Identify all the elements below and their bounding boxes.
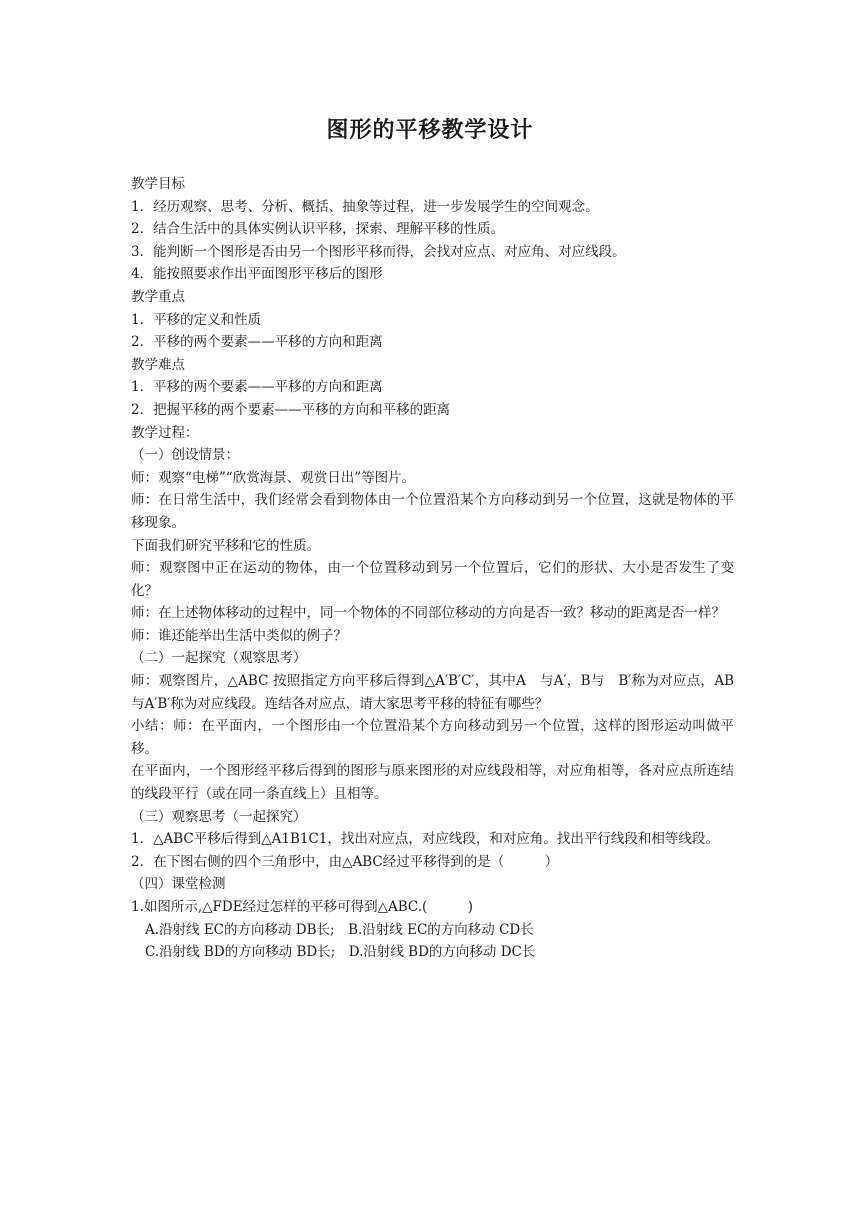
subsection-heading: （四）课堂检测 (131, 876, 226, 893)
paragraph: 师：观察图片，△ABC 按照指定方向平移后得到△A′B′C′，其中A 与A′，B与 B′称为对应点，AB与A′B′称为对应线段。连结各对应点，请大家思考平移的特征有哪些？ (131, 673, 734, 712)
paragraph: 小结：师：在平面内，一个图形由一个位置沿某个方向移动到另一个位置，这样的图形运动叫做平移。 (131, 718, 734, 757)
objective-item: 3．能判断一个图形是否由另一个图形平移而得，会找对应点、对应角、对应线段。 (131, 243, 626, 260)
exercise-item: 1．△ABC平移后得到△A1B1C1，找出对应点，对应线段，和对应角。找出平行线段和相等线段。 (131, 831, 719, 848)
key-point-item: 2．平移的两个要素——平移的方向和距离 (131, 334, 383, 351)
key-point-item: 1．平移的定义和性质 (131, 311, 262, 328)
subsection-heading: （一）创设情景： (131, 447, 239, 464)
paragraph: 下面我们研究平移和它的性质。 (131, 537, 320, 554)
paragraph: 师：观察图中正在运动的物体，由一个位置移动到另一个位置后，它们的形状、大小是否发生了变化？ (131, 560, 734, 599)
subsection-heading: （三）观察思考（一起探究） (131, 808, 307, 825)
difficulty-item: 2．把握平移的两个要素——平移的方向和平移的距离 (131, 401, 451, 418)
paragraph: 师：在上述物体移动的过程中，同一个物体的不同部位移动的方向是否一致？移动的距离是否一样？ (131, 605, 725, 622)
document-title: 图形的平移教学设计 (326, 118, 534, 143)
paragraph: 在平面内，一个图形经平移后得到的图形与原来图形的对应线段相等，对应角相等，各对应点所连结的线段平行（或在同一条直线上）且相等。 (131, 763, 734, 803)
objective-item: 4．能按照要求作出平面图形平移后的图形 (131, 266, 383, 283)
objective-item: 2．结合生活中的具体实例认识平移，探索、理解平移的性质。 (131, 221, 505, 238)
answer-options: A.沿射线 EC的方向移动 DB长; B.沿射线 EC的方向移动 CD长 (145, 921, 534, 938)
document-body (131, 173, 734, 964)
subsection-heading: （二）一起探究（观察思考） (131, 650, 307, 667)
paragraph: 师：观察“电梯”“欣赏海景、观赏日出”等图片。 (131, 469, 416, 486)
answer-options: C.沿射线 BD的方向移动 BD长; D.沿射线 BD的方向移动 DC长 (145, 944, 536, 961)
section-heading-key-points: 教学重点 (131, 288, 185, 305)
exercise-item: 2．在下图右侧的四个三角形中，由△ABC经过平移得到的是（ ） (131, 853, 559, 870)
difficulty-item: 1．平移的两个要素——平移的方向和距离 (131, 379, 383, 396)
section-heading-objectives: 教学目标 (131, 176, 185, 192)
objective-item: 1．经历观察、思考、分析、概括、抽象等过程，进一步发展学生的空间观念。 (131, 198, 599, 215)
section-heading-process: 教学过程： (131, 424, 199, 441)
paragraph: 师：在日常生活中，我们经常会看到物体由一个位置沿某个方向移动到另一个位置，这就是物体的平移现象。 (131, 492, 734, 531)
question-item: 1.如图所示,△FDE经过怎样的平移可得到△ABC.( ) (131, 899, 474, 915)
section-heading-difficulties: 教学难点 (131, 356, 185, 373)
paragraph: 师：谁还能举出生活中类似的例子？ (131, 627, 347, 644)
